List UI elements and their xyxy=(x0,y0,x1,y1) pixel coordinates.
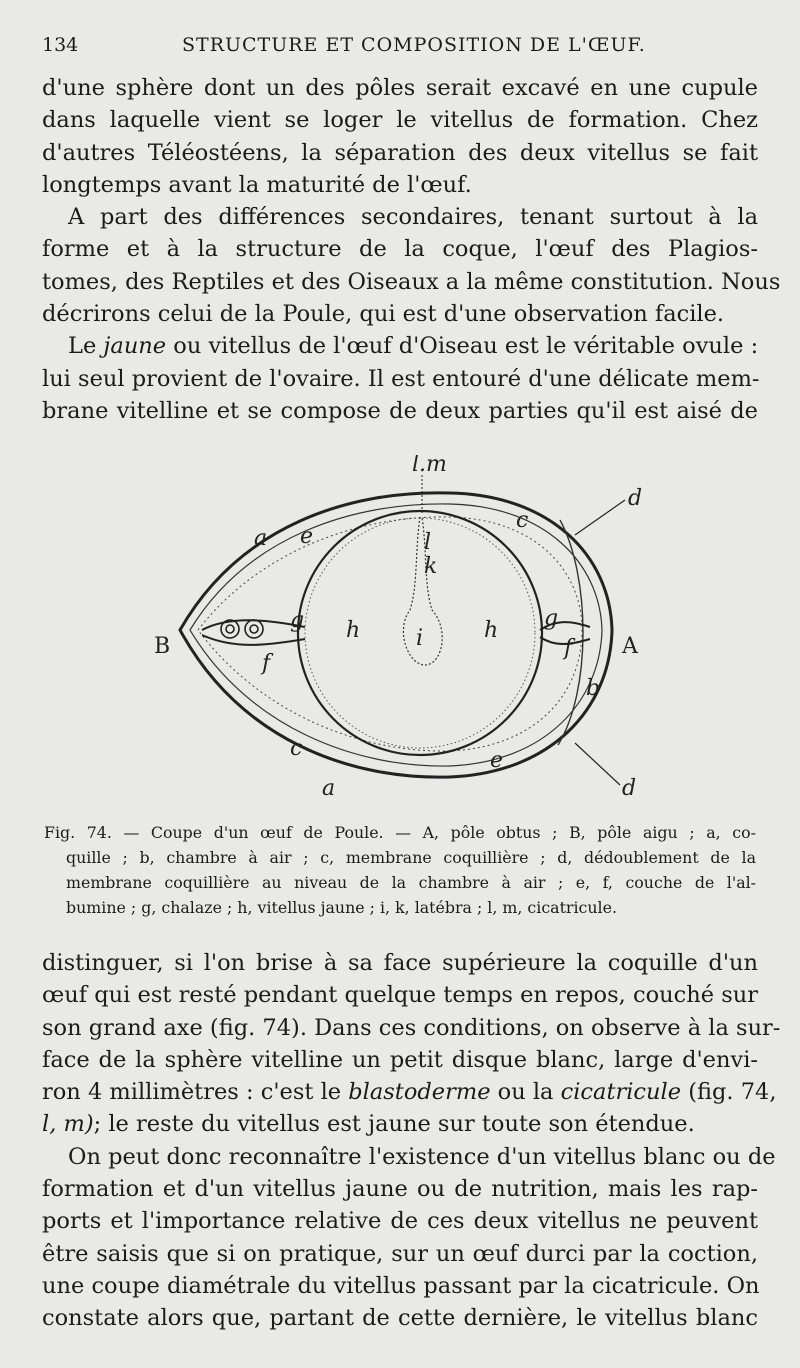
text-line: formation et d'un vitellus jaune ou de nutrition, mais les rap- xyxy=(42,1176,758,1203)
text-line: On peut donc reconnaître l'existence d'un vitellus blanc ou de xyxy=(68,1143,776,1170)
albumen-dotted xyxy=(198,517,582,751)
text-run: Le xyxy=(68,333,97,360)
text-line: ports et l'importance relative de ces deux vitellus ne peuvent xyxy=(42,1208,758,1235)
text-run: ; le reste du vitellus est jaune sur toute son étendue. xyxy=(93,1111,695,1138)
label-lm: l.m xyxy=(412,455,447,477)
label-l: l xyxy=(424,530,432,555)
label-f-right: f xyxy=(564,636,573,661)
text-line xyxy=(42,1108,758,1140)
text-line: lui seul provient de l'ovaire. Il est entouré d'une délicate mem- xyxy=(42,365,760,392)
label-b: b xyxy=(586,676,601,701)
label-h-right: h xyxy=(484,618,499,643)
pointer-d-bottom xyxy=(575,743,620,785)
text-line: dans laquelle vient se loger le vitellus de formation. Chez xyxy=(42,107,758,134)
figure-egg-section xyxy=(150,455,650,805)
air-chamber-line xyxy=(558,520,583,745)
text-line: d'une sphère dont un des pôles serait excavé en une cupule xyxy=(42,75,758,101)
text-line: A part des différences secondaires, tenant surtout à la xyxy=(68,204,758,231)
running-header xyxy=(42,34,762,64)
label-A: A xyxy=(622,634,638,659)
label-c-top: c xyxy=(516,508,529,533)
pointer-d-top xyxy=(575,500,625,535)
caption-line: Fig. 74. — Coupe d'un œuf de Poule. — A, pôle obtus ; B, pôle aigu ; a, co- xyxy=(44,823,756,842)
emphasis-blastoderme: blastoderme xyxy=(348,1079,491,1106)
text-line: œuf qui est resté pendant quelque temps en repos, couché sur xyxy=(42,982,758,1009)
text-run: ron 4 millimètres : c'est le xyxy=(42,1079,349,1106)
paragraph-block-bottom xyxy=(42,947,781,1335)
text-line: forme et à la structure de la coque, l'œuf des Plagios- xyxy=(42,236,758,263)
label-a-bottom: a xyxy=(322,776,336,801)
caption-line: membrane coquillière au niveau de la chambre à air ; e, f, couche de l'al- xyxy=(66,873,756,892)
text-run: (fig. 74, xyxy=(681,1079,777,1106)
text-line xyxy=(42,1076,777,1108)
text-line xyxy=(42,330,758,362)
text-run: ou la xyxy=(490,1079,561,1106)
text-line: face de la sphère vitelline un petit disque blanc, large d'envi- xyxy=(42,1046,758,1073)
label-i: i xyxy=(416,626,424,651)
page-number: 134 xyxy=(42,34,79,56)
running-title: STRUCTURE ET COMPOSITION DE L'ŒUF. xyxy=(182,34,646,56)
caption-line: bumine ; g, chalaze ; h, vitellus jaune ; i, k, latébra ; l, m, cicatricule. xyxy=(66,898,617,917)
emphasis-jaune: jaune xyxy=(103,333,167,360)
text-line: brane vitelline et se compose de deux parties qu'il est aisé de xyxy=(42,397,758,424)
label-a-top: a xyxy=(254,526,268,551)
text-line: être saisis que si on pratique, sur un œuf durci par la coction, xyxy=(42,1240,758,1267)
text-line: d'autres Téléostéens, la séparation des deux vitellus se fait xyxy=(42,139,758,166)
text-line: une coupe diamétrale du vitellus passant par la cicatricule. On xyxy=(42,1272,760,1299)
text-line: constate alors que, partant de cette dernière, le vitellus blanc xyxy=(42,1305,758,1332)
emphasis-cicatricule: cicatricule xyxy=(560,1079,682,1106)
text-line: longtemps avant la maturité de l'œuf. xyxy=(42,171,472,198)
label-B: B xyxy=(154,634,171,659)
text-line: décrirons celui de la Poule, qui est d'une observation facile. xyxy=(42,301,725,328)
label-f-left: f xyxy=(262,651,271,676)
text-line: son grand axe (fig. 74). Dans ces conditions, on observe à la sur- xyxy=(42,1014,781,1041)
label-e-top: e xyxy=(300,524,314,549)
label-g-right: g xyxy=(544,606,559,631)
label-k: k xyxy=(424,554,438,579)
emphasis-lm: l, m) xyxy=(42,1111,94,1138)
label-e-bottom: e xyxy=(490,748,504,773)
text-run: ou vitellus de l'œuf d'Oiseau est le véritable ovule : xyxy=(166,333,759,360)
label-d-bottom: d xyxy=(622,776,637,801)
label-h-left: h xyxy=(346,618,361,643)
label-c-bottom: c xyxy=(290,736,303,761)
shell-inner xyxy=(190,504,602,766)
paragraph-block-top xyxy=(42,72,781,427)
label-d-top: d xyxy=(628,486,643,511)
text-line: distinguer, si l'on brise à sa face supérieure la coquille d'un xyxy=(42,950,758,976)
figure-caption xyxy=(44,820,756,920)
label-g-left: g xyxy=(290,608,305,633)
text-line: tomes, des Reptiles et des Oiseaux a la même constitution. Nous xyxy=(42,268,781,295)
caption-line: quille ; b, chambre à air ; c, membrane coquillière ; d, dédoublement de la xyxy=(66,848,756,867)
egg-diagram xyxy=(150,455,650,805)
